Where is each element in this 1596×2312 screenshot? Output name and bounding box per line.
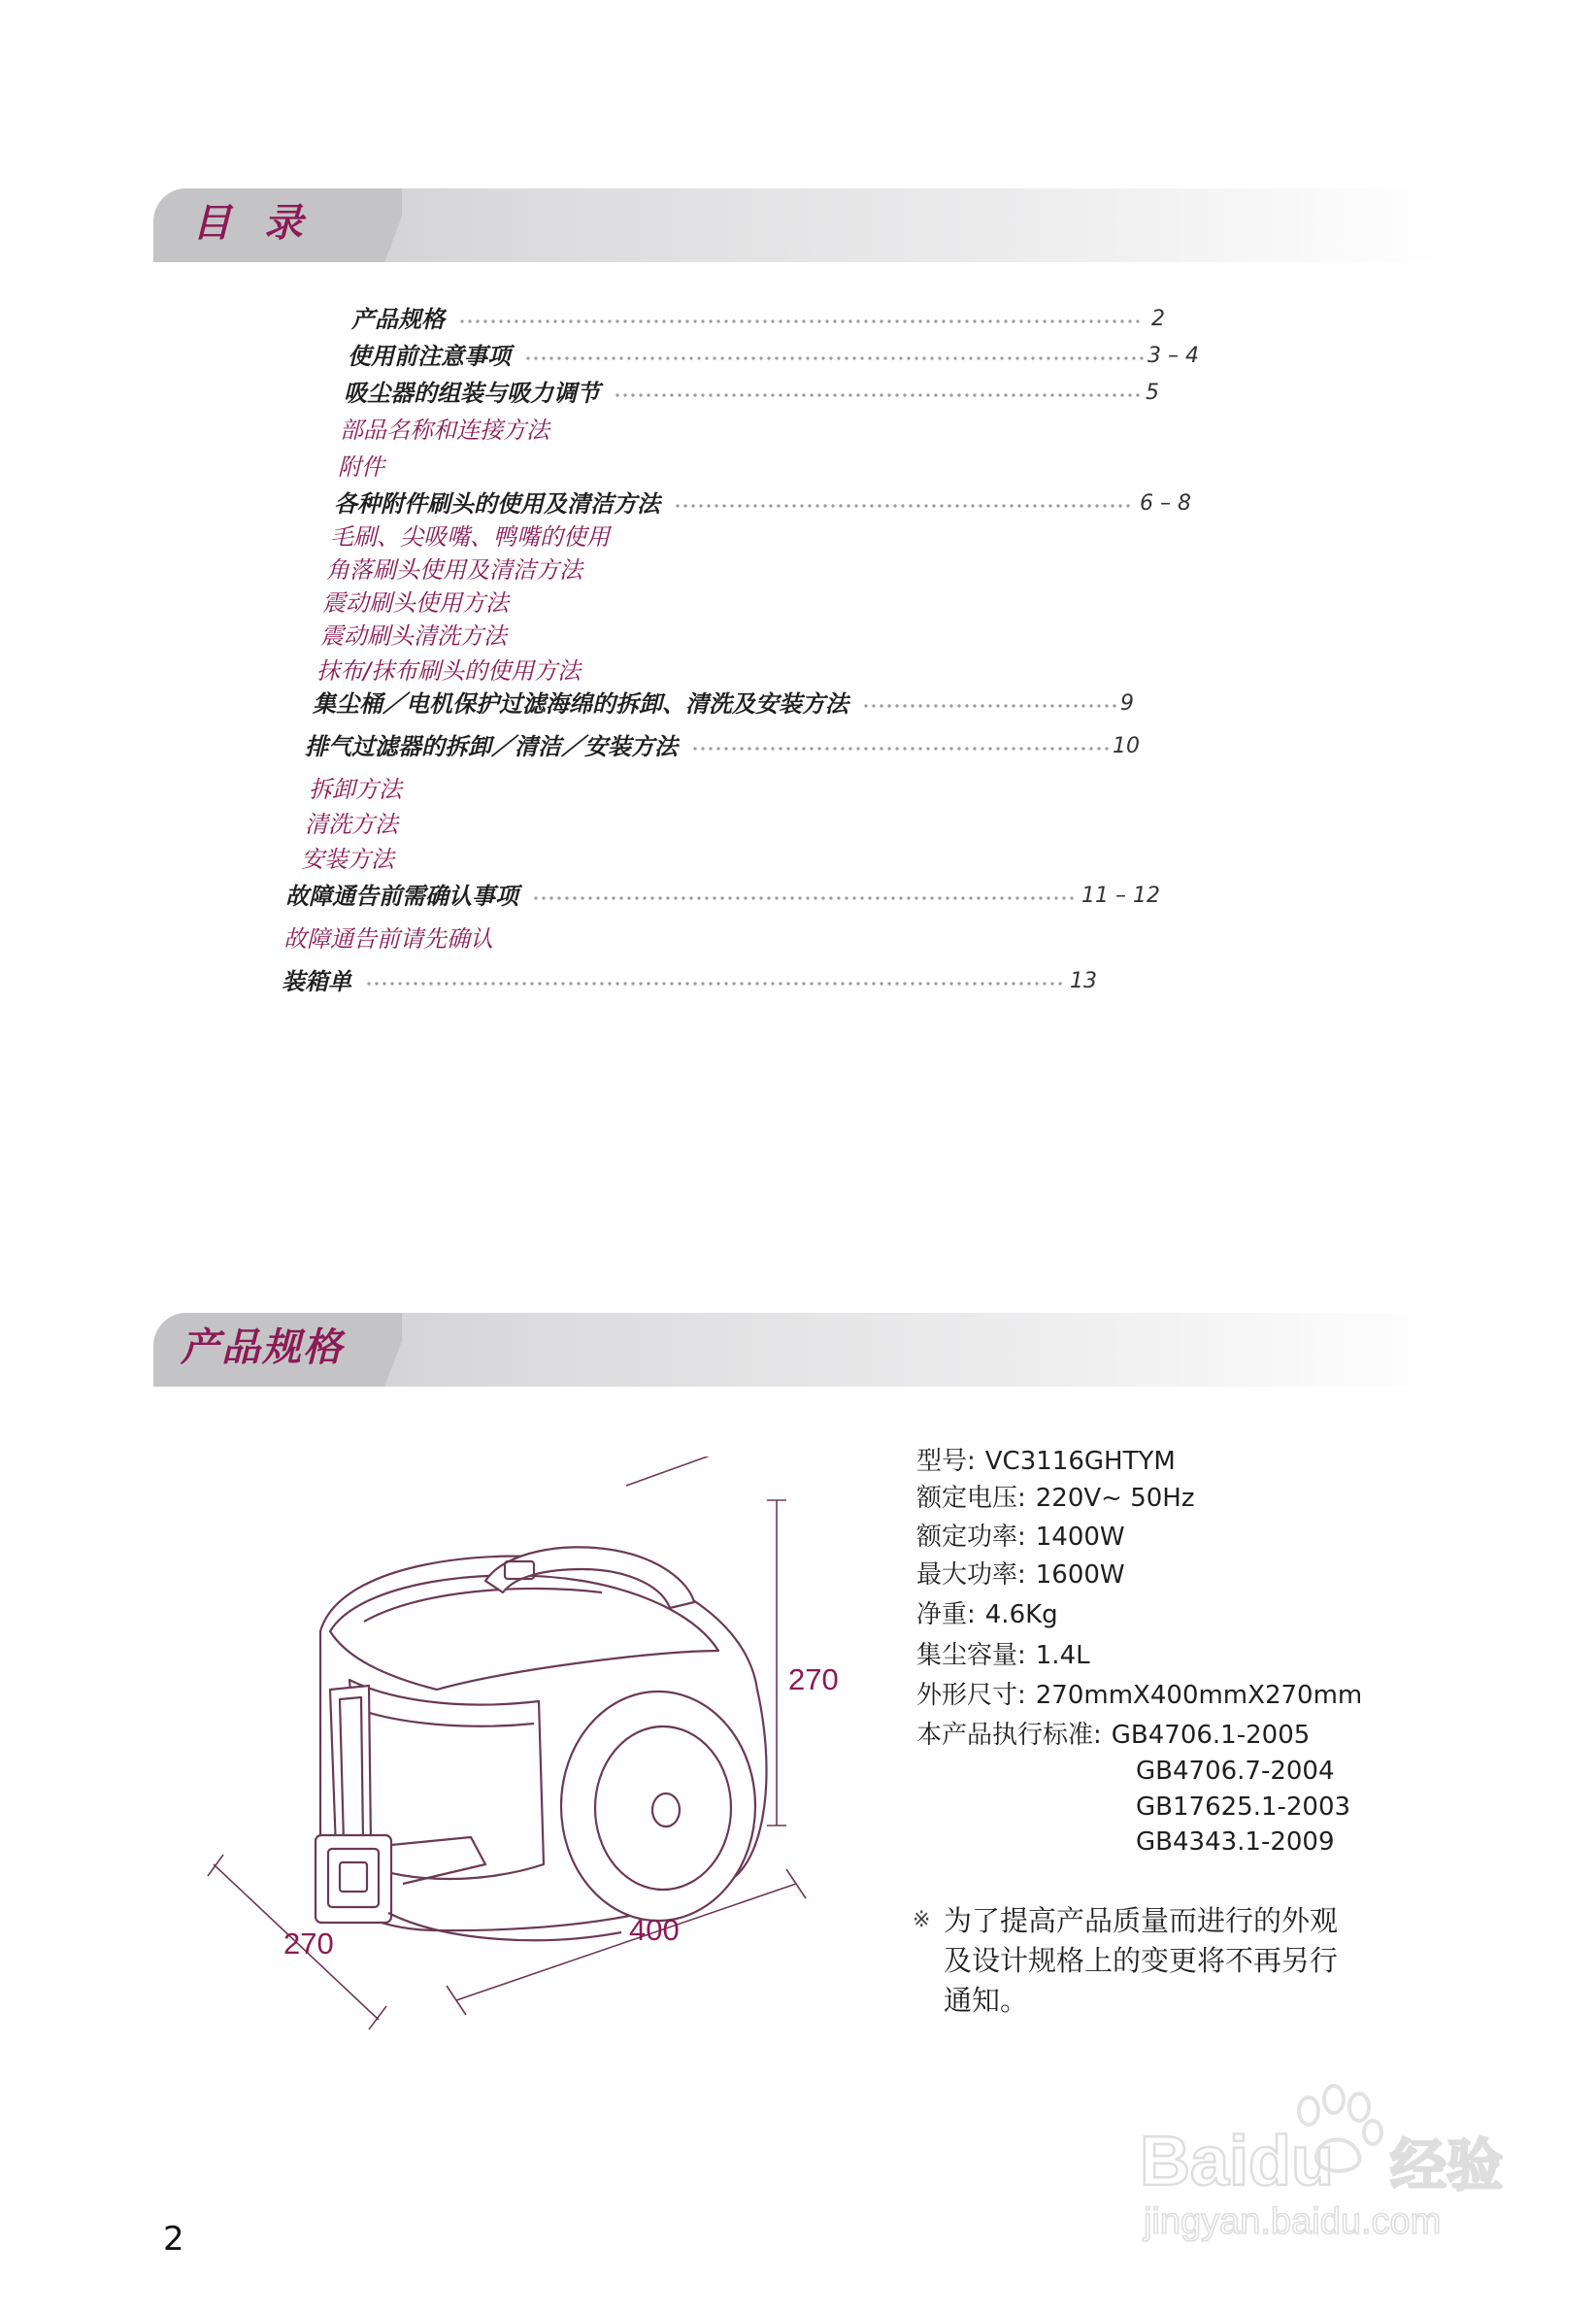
spec-max-power-value: 1600W <box>1035 1560 1125 1590</box>
toc-entry-label: 产品规格 <box>351 306 445 333</box>
toc-dot-leader <box>674 504 1132 508</box>
toc-entry-label: 附件 <box>338 453 384 481</box>
toc-entry-page: 11 – 12 <box>1081 884 1160 908</box>
spec-voltage <box>916 1480 1195 1517</box>
width-dimension-label: 270 <box>283 1927 334 1960</box>
spec-model-value: VC3116GHTYM <box>984 1447 1176 1476</box>
specs-header-bar <box>153 1313 1445 1387</box>
baidu-paw-icon <box>1136 2078 1524 2243</box>
toc-entry[interactable] <box>340 414 981 447</box>
note-line: 为了提高产品质量而进行的外观 <box>944 1904 1339 1937</box>
note-mark: ※ <box>913 1908 931 1932</box>
toc-entry[interactable] <box>348 340 1206 373</box>
spec-model-label: 型号: <box>916 1447 976 1476</box>
toc-entry-label: 故障通告前需确认事项 <box>285 883 518 910</box>
spec-dust-capacity <box>916 1637 1090 1674</box>
vacuum-cleaner-drawing <box>316 1547 767 1940</box>
toc-entry[interactable] <box>320 620 961 653</box>
spec-standards <box>916 1717 1310 1754</box>
toc-entry-label: 各种附件刷头的使用及清洁方法 <box>334 490 660 518</box>
toc-entry-label: 故障通告前请先确认 <box>283 925 493 953</box>
spec-net-weight <box>916 1596 1058 1633</box>
toc-entry[interactable] <box>301 843 942 876</box>
toc-entry-label: 角落刷头使用及清洁方法 <box>326 556 582 584</box>
toc-entry-label: 拆卸方法 <box>309 776 402 803</box>
spec-standard-value: GB4706.1-2005 <box>1111 1721 1311 1750</box>
toc-entry[interactable] <box>309 773 949 806</box>
toc-dot-leader <box>524 356 1144 360</box>
spec-dust-capacity-label: 集尘容量: <box>916 1641 1026 1670</box>
spec-voltage-label: 额定电压: <box>916 1484 1026 1513</box>
length-dimension-label: 400 <box>629 1913 680 1947</box>
toc-entry-label: 震动刷头清洗方法 <box>320 622 507 650</box>
toc-entry[interactable] <box>285 880 1160 913</box>
toc-entry[interactable] <box>322 586 963 620</box>
spec-dimensions-label: 外形尺寸: <box>916 1681 1026 1710</box>
spec-standard-value: GB4706.7-2004 <box>1136 1757 1335 1786</box>
spec-net-weight-label: 净重: <box>916 1600 976 1629</box>
toc-entry-label: 抹布/抹布刷头的使用方法 <box>316 657 582 685</box>
toc-entry[interactable] <box>344 377 1204 410</box>
toc-entry-label: 安装方法 <box>301 846 394 873</box>
spec-max-power <box>916 1557 1125 1593</box>
toc-entry[interactable] <box>330 520 971 553</box>
spec-dimensions <box>916 1677 1362 1714</box>
toc-entry[interactable] <box>338 451 979 484</box>
spec-standard-value: GB4343.1-2009 <box>1136 1827 1335 1857</box>
toc-entry-label: 排气过滤器的拆卸／清洁／安装方法 <box>305 733 678 760</box>
spec-standard-row <box>1136 1753 1335 1790</box>
page-number: 2 <box>163 2220 184 2259</box>
note-line: 及设计规格上的变更将不再另行 <box>944 1944 1339 1977</box>
toc-dot-leader <box>862 704 1116 708</box>
toc-entry[interactable] <box>351 303 1210 336</box>
spec-net-weight-value: 4.6Kg <box>984 1600 1058 1629</box>
baidu-watermark <box>1136 2078 1524 2247</box>
toc-entry-label: 使用前注意事项 <box>348 343 511 370</box>
watermark-brand: Baidu <box>1140 2123 1335 2200</box>
toc-entry-label: 清洗方法 <box>305 811 398 838</box>
toc-entry-label: 毛刷、尖吸嘴、鸭嘴的使用 <box>330 523 610 551</box>
spec-standard-row <box>1136 1789 1350 1826</box>
spec-rated-power-value: 1400W <box>1035 1523 1125 1552</box>
toc-entry-page: 3 – 4 <box>1147 344 1199 368</box>
watermark-url: jingyan.baidu.com <box>1144 2201 1442 2242</box>
toc-entry[interactable] <box>326 553 967 586</box>
toc-entry[interactable] <box>283 922 924 955</box>
toc-entry-label: 震动刷头使用方法 <box>322 589 509 617</box>
spec-model <box>916 1443 1176 1480</box>
toc-entry-page: 10 <box>1113 734 1140 758</box>
spec-rated-power-label: 额定功率: <box>916 1523 1026 1552</box>
toc-dot-leader <box>614 393 1144 397</box>
toc-entry-page: 9 <box>1120 691 1134 716</box>
toc-entry[interactable] <box>334 487 1198 520</box>
height-dimension-label: 270 <box>788 1662 839 1696</box>
note-line: 通知。 <box>944 1984 1029 2017</box>
toc-entry-label: 吸尘器的组装与吸力调节 <box>344 380 600 407</box>
toc-dot-leader <box>458 319 1144 323</box>
spec-standard-value: GB17625.1-2003 <box>1136 1793 1351 1822</box>
spec-voltage-value: 220V~ 50Hz <box>1035 1484 1195 1513</box>
toc-entry[interactable] <box>305 808 946 841</box>
specs-title: 产品规格 <box>181 1325 344 1370</box>
toc-dot-leader <box>365 982 1064 986</box>
toc-entry-page: 5 <box>1146 381 1159 405</box>
toc-entry[interactable] <box>313 687 1179 720</box>
toc-entry-page: 13 <box>1070 969 1097 993</box>
spec-max-power-label: 最大功率: <box>916 1560 1026 1590</box>
toc-entry[interactable] <box>316 654 957 687</box>
toc-dot-leader <box>691 747 1109 751</box>
toc-dot-leader <box>532 896 1074 900</box>
toc-entry-page: 6 – 8 <box>1140 491 1191 516</box>
spec-dimensions-value: 270mmX400mmX270mm <box>1035 1681 1363 1710</box>
toc-title: 目 录 <box>192 201 313 246</box>
spec-rated-power <box>916 1519 1125 1556</box>
vacuum-dimension-figure <box>194 1457 874 2039</box>
toc-entry-label: 装箱单 <box>282 968 351 995</box>
toc-entry[interactable] <box>305 730 1171 763</box>
spec-standards-label: 本产品执行标准: <box>916 1721 1102 1750</box>
toc-entry-page: 2 <box>1151 307 1165 331</box>
spec-standard-row <box>1136 1824 1335 1860</box>
toc-entry-label: 集尘桶／电机保护过滤海绵的拆卸、清洗及安装方法 <box>313 690 848 718</box>
toc-header-bar <box>153 188 1445 262</box>
toc-entry-label: 部品名称和连接方法 <box>340 417 549 444</box>
watermark-brand-cn: 经验 <box>1390 2132 1504 2198</box>
spec-dust-capacity-value: 1.4L <box>1035 1641 1090 1670</box>
toc-entry[interactable] <box>282 965 1128 998</box>
